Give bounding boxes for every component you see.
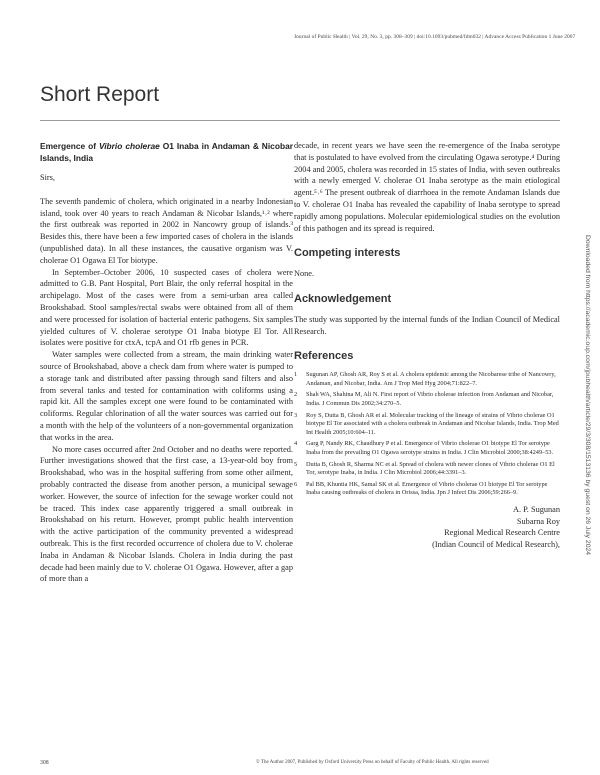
author-name-1: A. P. Sugunan [512,504,560,514]
reference-item [294,440,560,457]
body-paragraph-1: The seventh pandemic of cholera, which originated in a nearby Indonesian island, took over 40 years to reach Andaman & Nicobar Islands,¹˒² where the first outbreak was reported in 2002 in Nancowry group of islands.³ Besides this, there have been a few imported cases of cholera in the islands (unpublished data). In all these instances, the causative organism was V. cholerae O1 Ogawa El Tor biotype. [40,196,293,265]
affiliation-line-2: (Indian Council of Medical Research), [432,540,560,550]
acknowledgement-text: The study was supported by the internal funds of the Indian Council of Medical Research. [294,314,560,336]
reference-number: 4 [294,440,298,448]
reference-text: Shah WA, Shahina M, Ali N. First report of Vibrio cholerae infection from Andaman and Nicobar, India. J Commun Dis 2002;34:270–5. [306,391,554,407]
reference-text: Garg P, Nandy RK, Chaudhury P et al. Emergence of Vibrio cholerae O1 biotype El Tor serotype Inaba from the prevailing O1 Ogawa serotype strains in India. J Clin Microbiol 2000;38:4249–53. [306,440,554,456]
left-column [40,140,293,585]
author-signature [294,504,560,551]
download-watermark: Downloaded from https://academic.oup.com/jpubhealth/article/29/3/308/1513136 by guest on 26 July 2024 [584,235,591,556]
title-rule [40,120,560,121]
reference-list [294,371,560,498]
journal-header: Journal of Public Health | Vol. 29, No. 3, pp. 308–309 | doi:10.1093/pubmed/fdm032 | Advance Access Publication 1 June 2007 [294,34,576,40]
reference-item [294,391,560,408]
competing-interests-heading: Competing interests [294,247,401,260]
salutation: Sirs, [40,173,55,182]
references-heading: References [294,350,354,363]
reference-text: Dutta B, Ghosh R, Sharma NC et al. Spread of cholera with newer clones of Vibrio cholerae O1 El Tor, serotype Inaba, in India. J Clin Microbiol 2006;44:3391–3. [306,460,555,477]
reference-item [294,412,560,438]
competing-interests-text: None. [294,269,315,279]
reference-text: Roy S, Dutta B, Ghosh AR et al. Molecular tracking of the lineage of strains of Vibrio cholerae O1 biotype El Tor associated with a cholera outbreak in Andaman and Nicobar Islands, India. Trop Med Int Health 2005;10:604–11. [306,411,559,436]
acknowledgement-heading: Acknowledgement [294,292,392,305]
reference-number: 6 [294,480,298,488]
reference-text: Pal BB, Khuntia HK, Samal SK et al. Emergence of Vibrio cholerae O1 biotype El Tor serotype Inaba causing outbreaks of cholera in Orissa, India. Jpn J Infect Dis 2006;59:266–9. [306,480,548,497]
reference-number: 5 [294,460,298,468]
body-paragraph-3: Water samples were collected from a stream, the main drinking water source of Brookshabad, above a check dam from where water is pumped to a storage tank and distributed after passing through sand filters and also from several tanks and tested for contamination with coliforms using a rapid kit. All the samples except one were found to be contaminated with coliforms. Regular chlorination of all the water sources was carried out for a month with the help of the volunteers of a non-governmental organization that works in the area. [40,350,293,442]
reference-number: 1 [294,371,298,379]
reference-text: Sugunan AP, Ghosh AR, Roy S et al. A cholera epidemic among the Nicobarese tribe of Nancowry, Andaman, and Nicobar, India. Am J Trop Med Hyg 2004;71:822–7. [306,371,556,387]
reference-item [294,371,560,388]
reference-number: 2 [294,391,298,399]
copyright-notice: © The Author 2007, Published by Oxford University Press on behalf of Faculty of Public Health. All rights reserved [256,760,489,765]
reference-number: 3 [294,411,298,419]
body-paragraph-2: In September–October 2006, 10 suspected cases of cholera were admitted to G.B. Pant Hospital, Port Blair, the only referral hospital in the archipelago. Most of the cases were from a semi-urban area called Brookshabad. Stool samples/rectal swabs were obtained from all of them and were processed for isolation of bacterial enteric pathogens. Six samples yielded cultures of V. cholerae serotype O1 Inaba biotype El Tor. All isolates were positive for ctxA, tcpA and O1 rfb genes in PCR. [40,267,293,348]
affiliation-line-1: Regional Medical Research Centre [444,528,560,538]
section-title: Short Report [40,83,160,106]
body-paragraph-5: decade, in recent years we have seen the re-emergence of the Inaba serotype that is postulated to have evolved from the circulating Ogawa serotype.⁴ During 2004 and 2005, cholera was recorded in 15 states of India, with seven outbreaks with a newly emerged V. cholerae O1 Inaba serotype as the main etiological agent.⁵˒⁶ The present outbreak of diarrhoea in the remote Andaman Islands due to V. cholerae O1 Inaba has revealed the capability of Inaba serotype to spread rapidly among populations. Molecular epidemiological studies on the evolution of this pathogen and its spread is required. [294,141,560,233]
reference-item [294,461,560,478]
reference-item [294,481,560,498]
body-paragraph-4: No more cases occurred after 2nd October and no deaths were reported. Further investigations showed that the first case, a 13-year-old boy from Brookshabad, who was in the hospital suffering from some other ailment, probably contracted the disease from another person, a municipal sewage worker. However, the source of infection for the sewage worker could not be traced. This index case apparently triggered a small outbreak in Brookshabad on his return. However, prompt public health intervention with the active participation of the community prevented a widespread outbreak. This is the first recorded occurrence of cholera due to V. cholerae Inaba in Andaman & Nicobar Islands. Cholera in India during the past decade had been mainly due to V. cholerae O1 Ogawa. However, after a gap of more than a [40,444,293,584]
page-number: 308 [40,760,49,766]
right-column [294,140,560,551]
author-name-2: Subarna Roy [516,516,560,526]
article-title: Emergence of Vibrio cholerae O1 Inaba in Andaman & Nicobar Islands, India [40,141,293,163]
